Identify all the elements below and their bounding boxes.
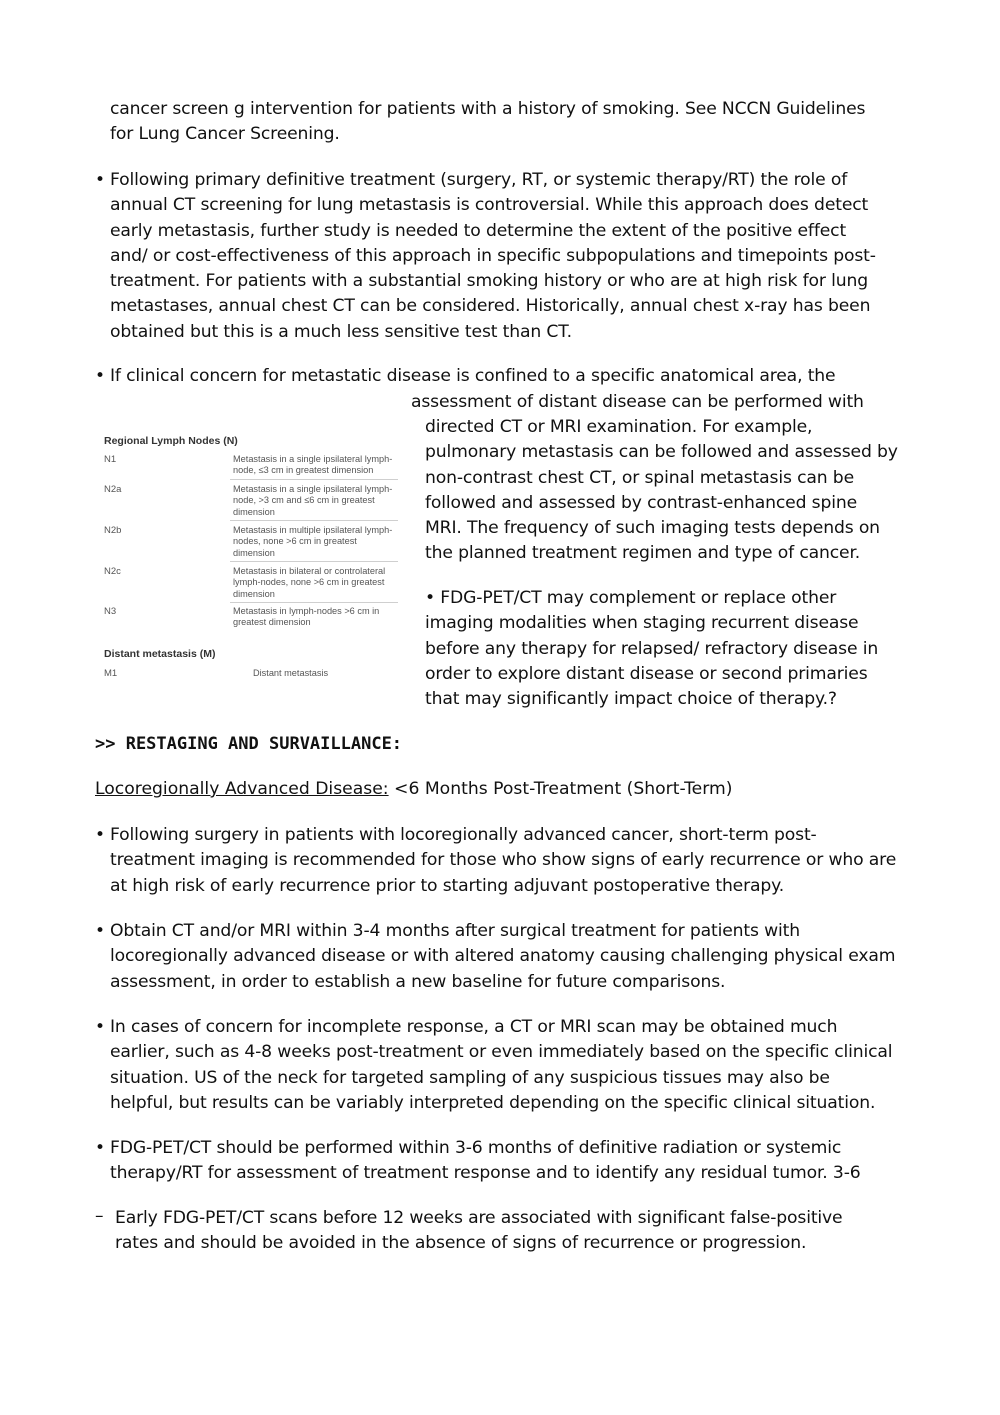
paragraph-line: order to explore distant disease or second primaries	[425, 663, 868, 684]
paragraph-line: assessment of distant disease can be performed with	[411, 392, 864, 412]
table-row-key: N3	[104, 606, 117, 617]
bullet-ct-mri-baseline	[110, 919, 895, 995]
paragraph-line: Following surgery in patients with locoregionally advanced cancer, short-term post-	[110, 825, 817, 845]
table-divider	[230, 520, 398, 521]
bullet-lung-ct-screening	[110, 168, 876, 345]
paragraph-line: obtained but this is a much less sensitive test than CT.	[110, 321, 572, 342]
paragraph-line: FDG-PET/CT should be performed within 3-6 months of definitive radiation or systemic	[110, 1138, 842, 1158]
paragraph-line: before any therapy for relapsed/ refractory disease in	[425, 638, 879, 659]
subheading-underlined: Locoregionally Advanced Disease:	[95, 779, 389, 799]
bullet-fdg-pet-response	[110, 1136, 861, 1187]
paragraph-line: If clinical concern for metastatic disease is confined to a specific anatomical area, the	[110, 366, 836, 386]
bullet-marker: •	[95, 1017, 106, 1037]
paragraph-line: locoregionally advanced disease or with altered anatomy causing challenging physical exam	[110, 946, 896, 967]
bullet-marker: •	[95, 366, 106, 386]
paragraph-line: imaging modalities when staging recurrent disease	[425, 613, 859, 634]
section-heading: >> RESTAGING AND SURVAILLANCE:	[95, 734, 403, 754]
bullet-fdg-pet-staging	[425, 586, 878, 712]
bullet-marker: •	[95, 1138, 106, 1158]
paragraph-line: pulmonary metastasis can be followed and assessed by	[425, 442, 898, 463]
table-row-key: N2b	[104, 525, 122, 536]
bullet-marker: •	[95, 825, 106, 845]
staging-table-image	[100, 430, 400, 690]
table-row-desc: Metastasis in a single ipsilateral lymph-node, >3 cm and ≤6 cm in greatest dimension	[233, 484, 393, 517]
table-row-desc: Metastasis in lymph-nodes >6 cm in greatest dimension	[233, 606, 380, 628]
subheading	[95, 779, 732, 799]
table-row-desc: Metastasis in multiple ipsilateral lymph-nodes, none >6 cm in greatest dimension	[233, 525, 393, 558]
paragraph-line: non-contrast chest CT, or spinal metastasis can be	[425, 467, 854, 488]
bullet-short-term-imaging	[110, 823, 896, 899]
paragraph-line: that may significantly impact choice of therapy.?	[425, 689, 837, 710]
paragraph-line: treatment. For patients with a substantial smoking history or who are at high risk for lung	[110, 271, 868, 292]
table-row-desc: Distant metastasis	[253, 668, 329, 678]
bullet-incomplete-response	[110, 1015, 892, 1116]
paragraph-line: treatment imaging is recommended for those who show signs of early recurrence or who are	[110, 850, 897, 871]
paragraph-line: and/ or cost-effectiveness of this approach in specific subpopulations and timepoints post-	[110, 245, 876, 266]
table-divider	[230, 602, 398, 603]
table-row-key: N1	[104, 454, 117, 465]
table-row-desc: Metastasis in bilateral or controlateral lymph-nodes, none >6 cm in greatest dimension	[233, 566, 386, 599]
table-header-lymph-nodes: Regional Lymph Nodes (N)	[104, 435, 238, 447]
intro-line: for Lung Cancer Screening.	[110, 124, 340, 145]
paragraph-line: the planned treatment regimen and type of cancer.	[425, 543, 861, 564]
paragraph-line: Following primary definitive treatment (surgery, RT, or systemic therapy/RT) the role of	[110, 170, 848, 190]
paragraph-line: therapy/RT for assessment of treatment response and to identify any residual tumor. 3-6	[110, 1163, 861, 1184]
table-header-distant-metastasis: Distant metastasis (M)	[104, 648, 216, 660]
subheading-rest: <6 Months Post-Treatment (Short-Term)	[388, 779, 733, 799]
table-row-key: N2c	[104, 566, 121, 577]
paragraph-line: Early FDG-PET/CT scans before 12 weeks are associated with significant false-positive	[115, 1208, 843, 1228]
dash-early-fdg-pet	[115, 1206, 842, 1257]
intro-paragraph	[110, 97, 865, 148]
paragraph-line: situation. US of the neck for targeted sampling of any suspicious tissues may also be	[110, 1067, 830, 1088]
paragraph-line: followed and assessed by contrast-enhanced spine	[425, 492, 858, 513]
paragraph-line: rates and should be avoided in the absence of signs of recurrence or progression.	[115, 1233, 807, 1254]
dash-marker: –	[95, 1206, 104, 1226]
bullet-marker: •	[95, 921, 106, 941]
paragraph-line: MRI. The frequency of such imaging tests depends on	[425, 518, 880, 539]
paragraph-line: • FDG-PET/CT may complement or replace other	[425, 588, 837, 608]
paragraph-line: earlier, such as 4-8 weeks post-treatment or even immediately based on the specific clinical	[110, 1042, 893, 1063]
table-divider	[230, 479, 398, 480]
bullet-marker: •	[95, 170, 106, 190]
paragraph-line: annual CT screening for lung metastasis is controversial. While this approach does detect	[110, 195, 869, 216]
table-row-key: N2a	[104, 484, 122, 495]
paragraph-line: helpful, but results can be variably interpreted depending on the specific clinical situation.	[110, 1092, 876, 1113]
table-row-desc: Metastasis in a single ipsilateral lymph-node, ≤3 cm in greatest dimension	[233, 454, 393, 476]
paragraph-line: metastases, annual chest CT can be considered. Historically, annual chest x-ray has been	[110, 296, 871, 317]
paragraph-line: assessment, in order to establish a new baseline for future comparisons.	[110, 971, 726, 992]
paragraph-line: Obtain CT and/or MRI within 3-4 months after surgical treatment for patients with	[110, 921, 800, 941]
table-divider	[230, 561, 398, 562]
intro-line: cancer screen g intervention for patients with a history of smoking. See NCCN Guidelines	[110, 99, 866, 119]
paragraph-line: In cases of concern for incomplete response, a CT or MRI scan may be obtained much	[110, 1017, 838, 1037]
bullet-directed-imaging	[425, 415, 898, 567]
paragraph-line: directed CT or MRI examination. For example,	[425, 417, 813, 437]
paragraph-line: at high risk of early recurrence prior to starting adjuvant postoperative therapy.	[110, 875, 785, 896]
table-row-key: M1	[104, 668, 118, 679]
paragraph-line: early metastasis, further study is needed to determine the extent of the positive effect	[110, 220, 847, 241]
